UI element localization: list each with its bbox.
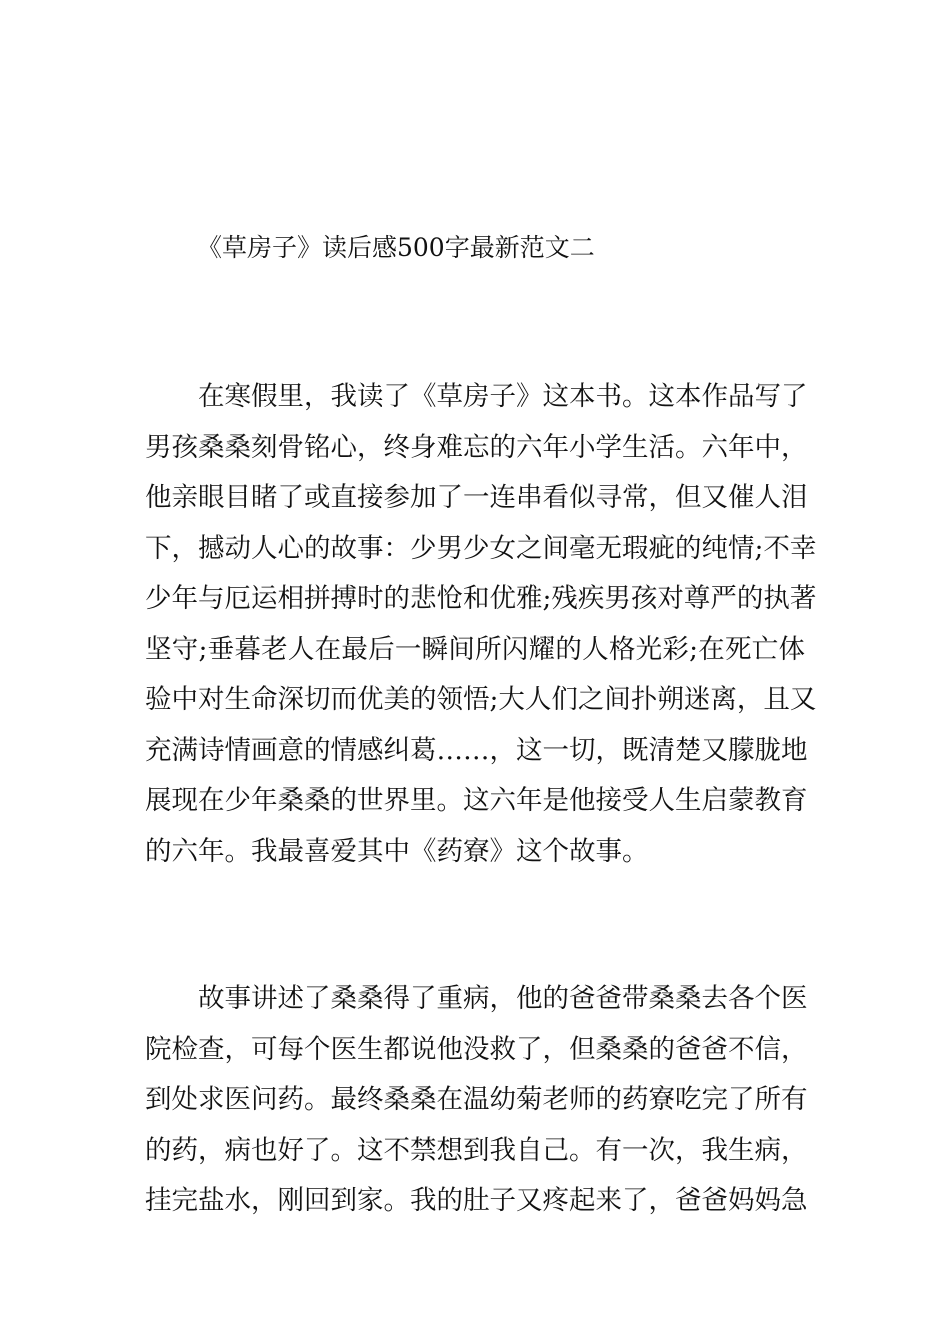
paragraph-line: 故事讲述了桑桑得了重病，他的爸爸带桑桑去各个医: [198, 983, 808, 1014]
paragraph-line: 男孩桑桑刻骨铭心，终身难忘的六年小学生活。六年中，: [145, 431, 808, 463]
paragraph-2: [145, 974, 808, 1227]
paragraph-line: 少年与厄运相拼搏时的悲怆和优雅;残疾男孩对尊严的执著: [145, 583, 817, 614]
paragraph-line: 下，撼动人心的故事：少男少女之间毫无瑕疵的纯情;不幸: [145, 532, 817, 564]
paragraph-line: 的六年。我最喜爱其中《药寮》这个故事。: [145, 835, 649, 867]
paragraph-line: 院检查，可每个医生都说他没救了，但桑桑的爸爸不信，: [145, 1033, 808, 1065]
paragraph-line: 他亲眼目睹了或直接参加了一连串看似寻常，但又催人泪: [145, 482, 808, 513]
paragraph-line: 到处求医问药。最终桑桑在温幼菊老师的药寮吃完了所有: [145, 1084, 808, 1115]
paragraph-line: 展现在少年桑桑的世界里。这六年是他接受人生启蒙教育: [145, 785, 808, 816]
paragraph-line: 在寒假里，我读了《草房子》这本书。这本作品写了: [198, 381, 808, 412]
paragraph-line: 的药，病也好了。这不禁想到我自己。有一次，我生病，: [145, 1134, 808, 1166]
paragraph-line: 挂完盐水，刚回到家。我的肚子又疼起来了，爸爸妈妈急: [145, 1185, 808, 1216]
paragraph-line: 坚守;垂暮老人在最后一瞬间所闪耀的人格光彩;在死亡体: [145, 633, 805, 665]
paragraph-1: [145, 372, 817, 877]
paragraph-line: 充满诗情画意的情感纠葛……，这一切，既清楚又朦胧地: [145, 734, 808, 766]
paragraph-line: 验中对生命深切而优美的领悟;大人们之间扑朔迷离，且又: [145, 684, 817, 715]
document-title: 《草房子》读后感500字最新范文二: [197, 233, 595, 262]
